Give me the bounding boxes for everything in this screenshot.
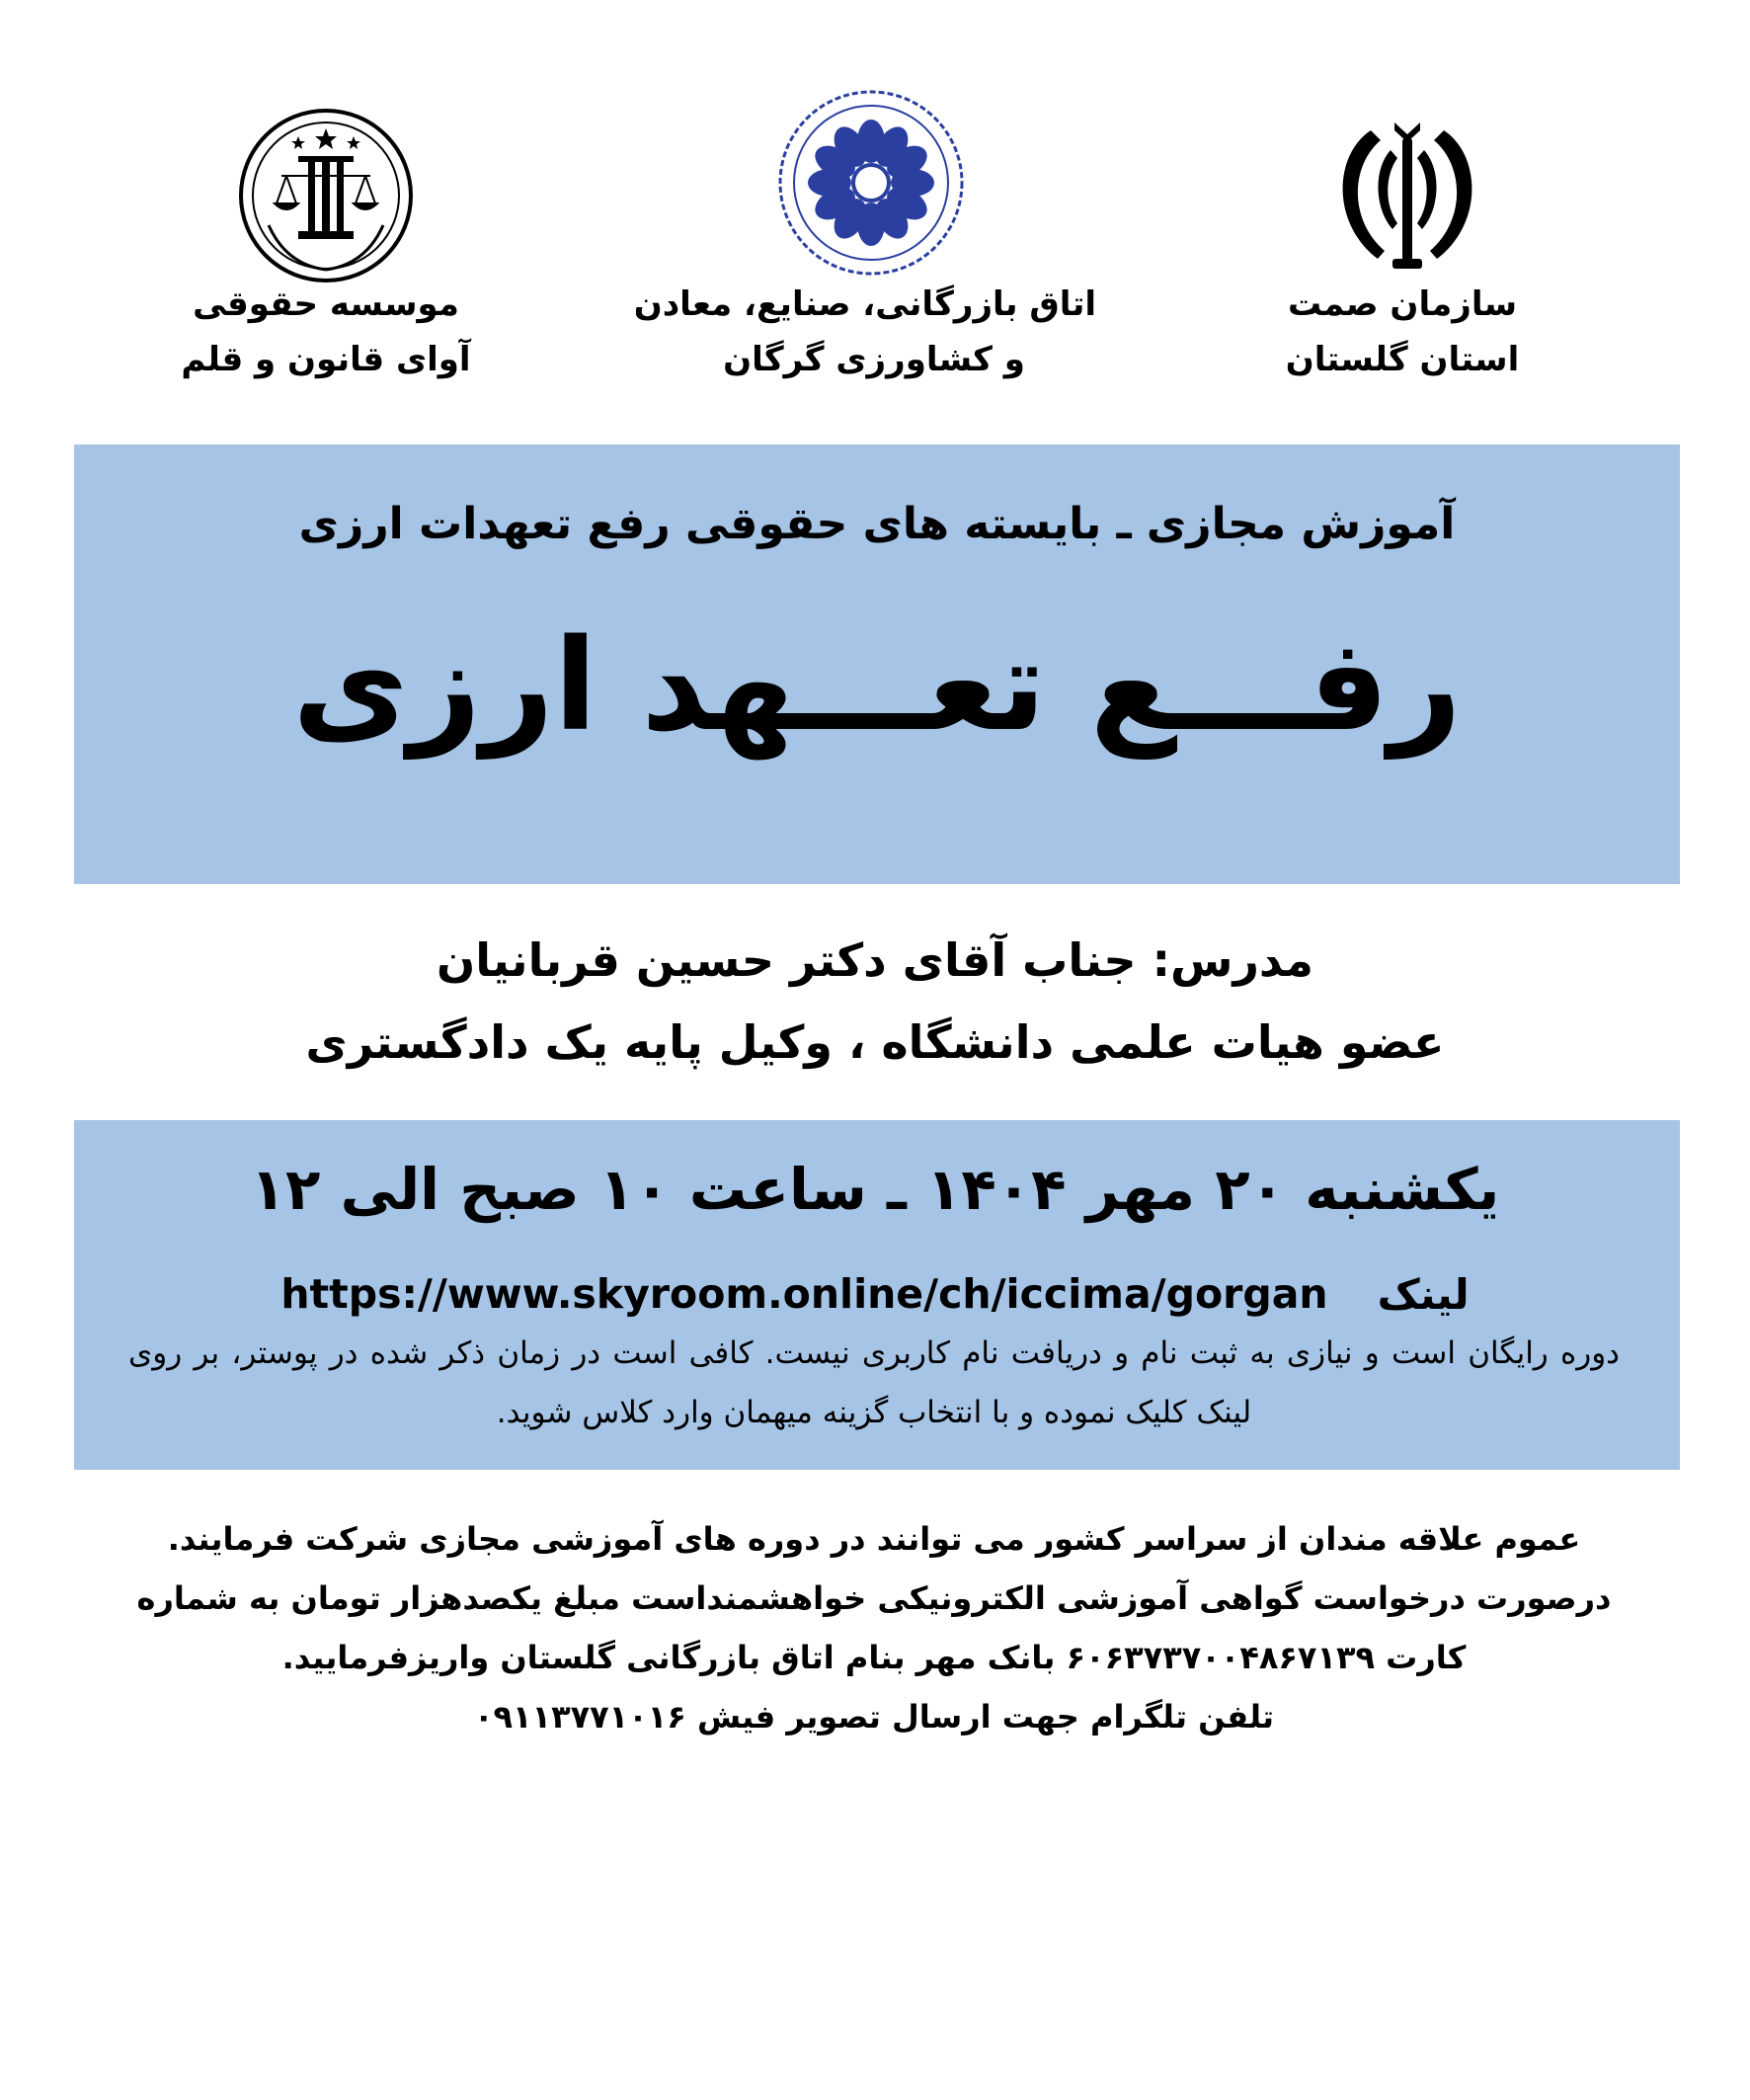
session-note: دوره رایگان است و نیازی به ثبت نام و دریافت نام کاربری نیست. کافی است در زمان ذکر شده در پوستر، بر روی لینک کلیک نموده و با انتخاب گزینه میهمان وارد کلاس شوید. [128,1335,1620,1430]
footer-line4: تلفن تلگرام جهت ارسال تصویر فیش ۰۹۱۱۳۷۷۱۰۱۶ [473,1698,1275,1736]
scales-of-justice-emblem-icon [237,107,415,284]
footer-line3: کارت ۶۰۶۳۷۳۷۰۰۴۸۶۷۱۳۹ بانک مهر بنام اتاق بازرگانی گلستان واریزفرمایید. [281,1639,1467,1676]
link-row [0,1264,1750,1324]
logo-caption-center [633,277,1096,387]
right-caption-line1: سازمان صمت [1287,284,1518,324]
center-caption-line2: و کشاورزی گرگان [723,340,1025,379]
instructor-title: عضو هیات علمی دانشگاه ، وکیل پایه یک دادگستری [305,1015,1445,1069]
right-caption-line2: استان گلستان [1285,340,1520,379]
footer-text [119,1509,1630,1746]
logo-caption-left [178,277,474,387]
left-caption-line1: موسسه حقوقی [193,284,459,324]
session-link[interactable]: https://www.skyroom.online/ch/iccima/gorgan [280,1270,1328,1318]
instructor-name: مدرس: جناب آقای دکتر حسین قربانیان [437,933,1313,987]
chamber-of-commerce-emblem-icon [777,89,965,277]
footer-line2: درصورت درخواست گواهی آموزشی الکترونیکی خواهشمنداست مبلغ یکصدهزار تومان به شماره [136,1579,1612,1617]
course-subtitle: آموزش مجازی ـ بایسته های حقوقی رفع تعهدات ارزی [298,499,1456,549]
course-title: رفـــع تعـــهد ارزی [292,612,1462,760]
header-band [74,444,1680,884]
logo-caption-right [1254,277,1551,387]
center-caption-line1: اتاق بازرگانی، صنایع، معادن [633,284,1096,324]
footer-line1: عموم علاقه مندان از سراسر کشور می توانند در دوره های آموزشی مجازی شرکت فرمایند. [167,1520,1581,1558]
link-label: لینک [1377,1269,1470,1319]
session-datetime: یکشنبه ۲۰ مهر ۱۴۰۴ ـ ساعت ۱۰ صبح الی ۱۲ [250,1156,1500,1223]
left-caption-line2: آوای قانون و قلم [181,340,471,379]
iran-emblem-icon [1323,111,1491,279]
